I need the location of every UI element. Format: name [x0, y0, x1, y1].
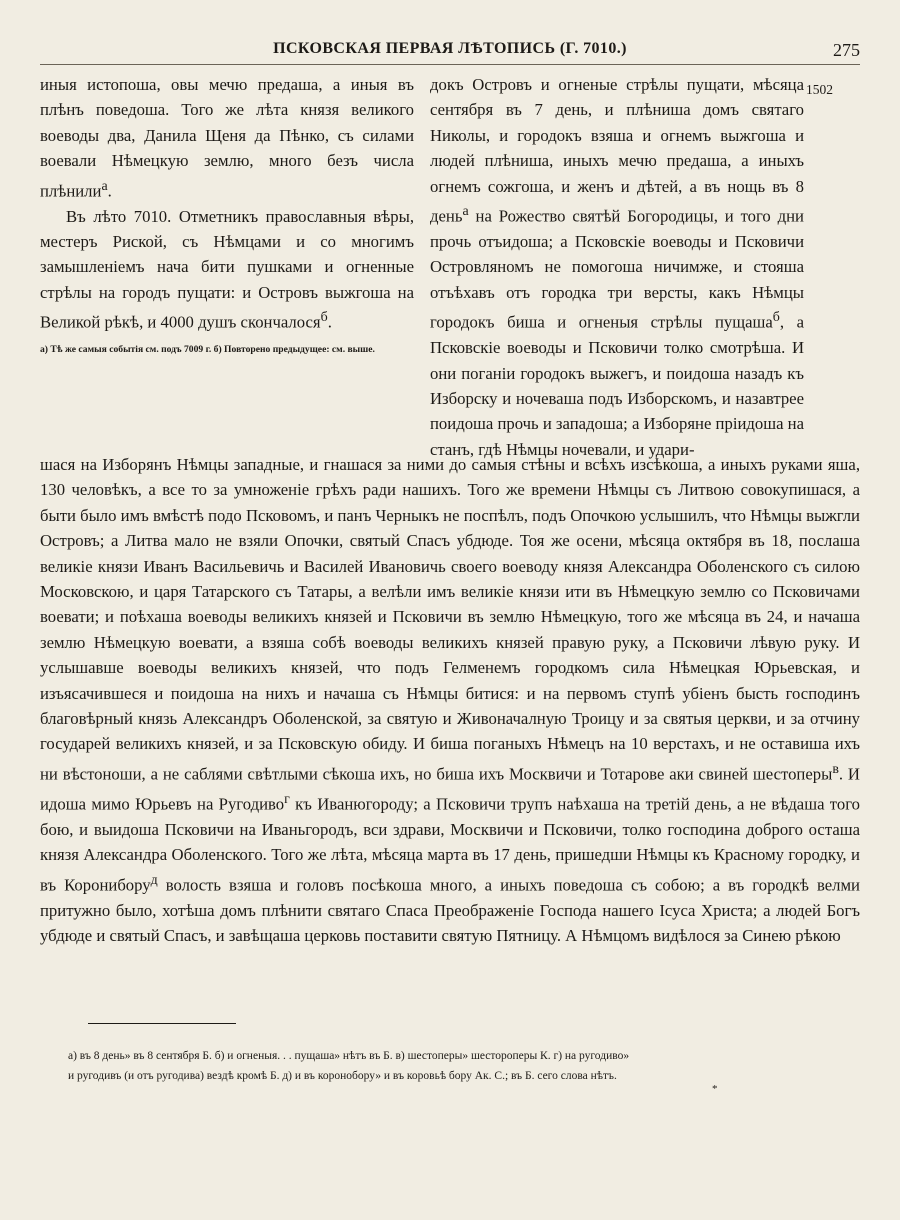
- left-paragraph-2: [40, 204, 414, 336]
- left-paragraph-1-text: иныя истопоша, овы мечю предаша, а иныя въ плѣнъ поведоша. Того же лѣта князя великого воеводы два, Данила Щеня да Пѣнко, съ силами воевали Нѣмецкую землю, много безъ числа плѣнили: [40, 75, 414, 201]
- footnotes: [40, 1046, 860, 1086]
- page-header: [40, 40, 860, 65]
- footnote-line-1: а) въ 8 день» въ 8 сентября Б. б) и огненыя. . . пущаша» нѣтъ въ Б. в) шестоперы» шестороперы К. г) на ругодиво»: [68, 1050, 630, 1062]
- main-text-1: шася на Изборянъ Нѣмцы западные, и гнашася за ними до самыя стѣны и всѣхъ изсѣкоша, а иныхъ руками яша, 130 человѣкъ, а все то за умноженіе грѣхъ ради нашихъ. Того же времени Нѣмцы съ Литвою совокупишася, а быти было имъ вмѣстѣ подо Псковомъ, и панъ Черныкъ не поспѣлъ, подъ Опочкою услышилъ, что Нѣмцы выжгли Островъ; а Литва мало не взяли Опочки, святый Спасъ убдюде. Тоя же осени, мѣсяца октября въ 18, послаша великіе князи Иванъ Васильевичь и Василей Ивановичь своего воеводу князя Александра Оболенского съ силою Московскою, и царя Татарского съ Татары, а велѣли имъ великіе князи ити въ Нѣмецкую землю со Псковичами воевати; и поѣхаша воеводы великихъ князей и Псковичи въ землю Нѣмецкую, того же мѣсяца въ 24, и начаша землю Нѣмецкую воевати, а взяша собѣ воеводы великихъ князей правую руку, а Псковичи лѣвую руку. И услышавше воеводы великихъ князей, что подъ Гелменемъ городкомъ сила Нѣмецкая Юрьевская, и изъясачившеся и поидоша на нихъ и начаша съ Нѣмцы битися: и на первомъ ступѣ убіенъ бысть господинъ благовѣрный князь Александръ Оболенской, за святую и Живоначалную Троицу и за святыя церкви, и за отчину государей великихъ князей, и за Псковскую обиду. И биша поганыхъ Нѣмецъ на 10 верстахъ, и не оставиша ихъ ни вѣстоноши, а не саблями свѣтлыми сѣкоша ихъ, но биша ихъ Москвичи и Тотарове аки свиней шестоперы: [40, 455, 860, 784]
- right-text-2: на Рожество святѣй Богородицы, и того дни прочь отъидоша; а Псковскіе воеводы и Псковичи Островляномъ не помогоша ничимже, и стояша отъѣхавъ отъ городка три версты, какъ Нѣмцы городокъ биша и огненыя стрѣлы пущаша: [430, 206, 804, 332]
- left-paragraph-1: [40, 72, 414, 204]
- footnote-mark: в: [832, 761, 839, 777]
- left-column: [40, 72, 414, 356]
- footnote-line-2: и ругодивъ (и отъ ругодива) вездѣ кромѣ Б. д) и въ коронобору» и въ коровьѣ бору Ак. С.; въ Б. сего слова нѣтъ.: [68, 1070, 617, 1082]
- margin-year: 1502: [806, 82, 833, 97]
- page-number: 275: [833, 40, 860, 60]
- right-text-3: , а Псковскіе воеводы и Псковичи толко смотрѣша. И они поганіи городокъ выжегъ, и поидоша назадъ къ Изборску и ночеваша подъ Изборскомъ, и назавтрее поидоша прочь и западоша; а Изборяне пріидоша на станъ, гдѣ Нѣмцы ночевали, и удари-: [430, 312, 804, 459]
- full-width-text: [40, 452, 860, 948]
- main-paragraph: [40, 452, 860, 948]
- running-head: ПСКОВСКАЯ ПЕРВАЯ ЛѢТОПИСЬ (Г. 7010.): [273, 40, 627, 57]
- right-column: [430, 72, 804, 462]
- right-text-1: докъ Островъ и огненые стрѣлы пущати, мѣсяца сентября въ 7 день, и плѣниша домъ святаго Николы, и городокъ взяша и огнемъ выжгоша и людей плѣниша, иныхъ мечю предаша, а иныхъ огнемъ сожгоша, и женъ и дѣтей, а въ нощь въ 8 день: [430, 75, 804, 226]
- punctuation: .: [107, 181, 112, 201]
- asterisk-mark: *: [712, 1083, 718, 1095]
- main-text-3: къ Иванюгороду; а Псковичи трупъ наѣхаша на третій день, а не вѣдаша того бою, и выидоша Псковичи на Иваньгородъ, вси здрави, Москвичи и Псковичи, толко господина доброго осташа князя Александра Оболенского. Того же лѣта, мѣсяца марта въ 17 день, пришедши Нѣмцы къ Красному городку, и въ Коронибору: [40, 794, 860, 895]
- column-notes: а) Тѣ же самыя событія см. подъ 7009 г. б) Повторено предыдущее: см. выше.: [40, 344, 375, 356]
- footnote-mark: а: [101, 178, 108, 194]
- footnote-mark: а: [462, 204, 469, 220]
- main-text-2: . И идоша мимо Юрьевъ на Ругодиво: [40, 764, 860, 814]
- footnote-mark: б: [772, 310, 780, 326]
- footnote-mark: д: [150, 872, 158, 888]
- footnote-divider: [88, 1023, 236, 1024]
- footnote-mark: г: [284, 791, 290, 807]
- main-text-4: волость взяша и головъ посѣкоша много, а иныхъ поведоша съ собою; а въ городкѣ велми притужно было, хотѣша домъ плѣнити святаго Спаса Преображеніе Господа нашего Ісуса Христа; а людей Богъ убдюде и святый Спасъ, и завѣщаша церковь поставити святую Пятницу. А Нѣмцомъ видѣлося за Синею рѣкою: [40, 875, 860, 945]
- right-paragraph: [430, 72, 804, 462]
- footnote-mark: б: [320, 310, 328, 326]
- punctuation: .: [327, 312, 332, 332]
- left-paragraph-2-text: Въ лѣто 7010. Отметникъ православныя вѣры, местеръ Риской, съ Нѣмцами и со многимъ замышленіемъ нача бити пушками и огненные стрѣлы на городъ пущати: и Островъ выжгоша на Великой рѣкѣ, и 4000 душъ скончалося: [40, 206, 414, 332]
